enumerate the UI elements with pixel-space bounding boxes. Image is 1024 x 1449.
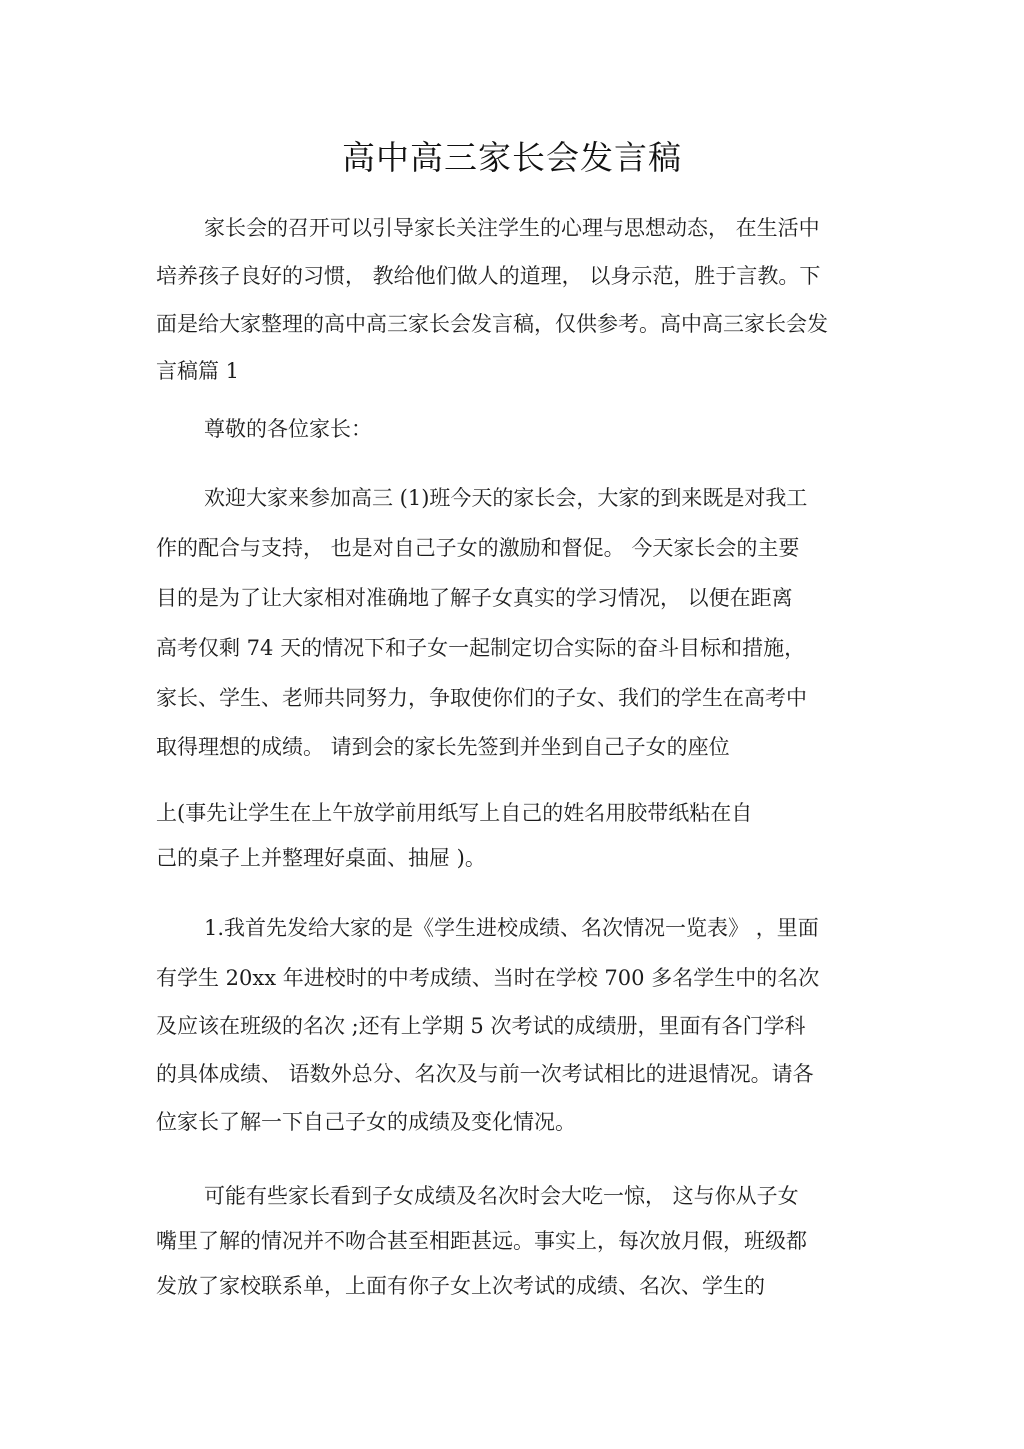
paragraph-line: 取得理想的成绩。 请到会的家长先签到并坐到自己子女的座位: [156, 735, 730, 759]
salutation-line: 尊敬的各位家长：: [204, 417, 372, 441]
paragraph-line: 的具体成绩、 语数外总分、名次及与前一次考试相比的进退情况。请各: [156, 1062, 814, 1086]
paragraph-line: 有学生 20xx 年进校时的中考成绩、当时在学校 700 多名学生中的名次: [156, 966, 820, 990]
paragraph-line: 可能有些家长看到子女成绩及名次时会大吃一惊， 这与你从子女: [204, 1184, 799, 1208]
paragraph-line: 己的桌子上并整理好桌面、抽屉 )。: [156, 846, 486, 870]
paragraph-line: 目的是为了让大家相对准确地了解子女真实的学习情况， 以便在距离: [156, 586, 793, 610]
paragraph-line: 高考仅剩 74 天的情况下和子女一起制定切合实际的奋斗目标和措施，: [156, 636, 806, 660]
paragraph-line: 及应该在班级的名次 ;还有上学期 5 次考试的成绩册，里面有各门学科: [156, 1014, 806, 1038]
paragraph-line: 上(事先让学生在上午放学前用纸写上自己的姓名用胶带纸粘在自: [156, 801, 753, 825]
paragraph-line: 面是给大家整理的高中高三家长会发言稿，仅供参考。高中高三家长会发: [156, 312, 828, 336]
paragraph-line: 欢迎大家来参加高三 (1)班今天的家长会，大家的到来既是对我工: [204, 486, 808, 510]
document-title: 高中高三家长会发言稿: [342, 138, 682, 177]
paragraph-line: 发放了家校联系单，上面有你子女上次考试的成绩、名次、学生的: [156, 1274, 765, 1298]
paragraph-line: 1.我首先发给大家的是《学生进校成绩、名次情况一览表》 ，里面: [204, 916, 819, 940]
paragraph-line: 言稿篇 1: [156, 359, 240, 383]
paragraph-line: 培养孩子良好的习惯， 教给他们做人的道理， 以身示范，胜于言教。下: [156, 264, 821, 288]
paragraph-line: 作的配合与支持， 也是对自己子女的激励和督促。 今天家长会的主要: [156, 536, 800, 560]
paragraph-line: 家长、学生、老师共同努力，争取使你们的子女、我们的学生在高考中: [156, 686, 807, 710]
paragraph-line: 位家长了解一下自己子女的成绩及变化情况。: [156, 1110, 576, 1134]
paragraph-line: 家长会的召开可以引导家长关注学生的心理与思想动态， 在生活中: [204, 216, 820, 240]
paragraph-line: 嘴里了解的情况并不吻合甚至相距甚远。事实上，每次放月假，班级都: [156, 1229, 807, 1253]
